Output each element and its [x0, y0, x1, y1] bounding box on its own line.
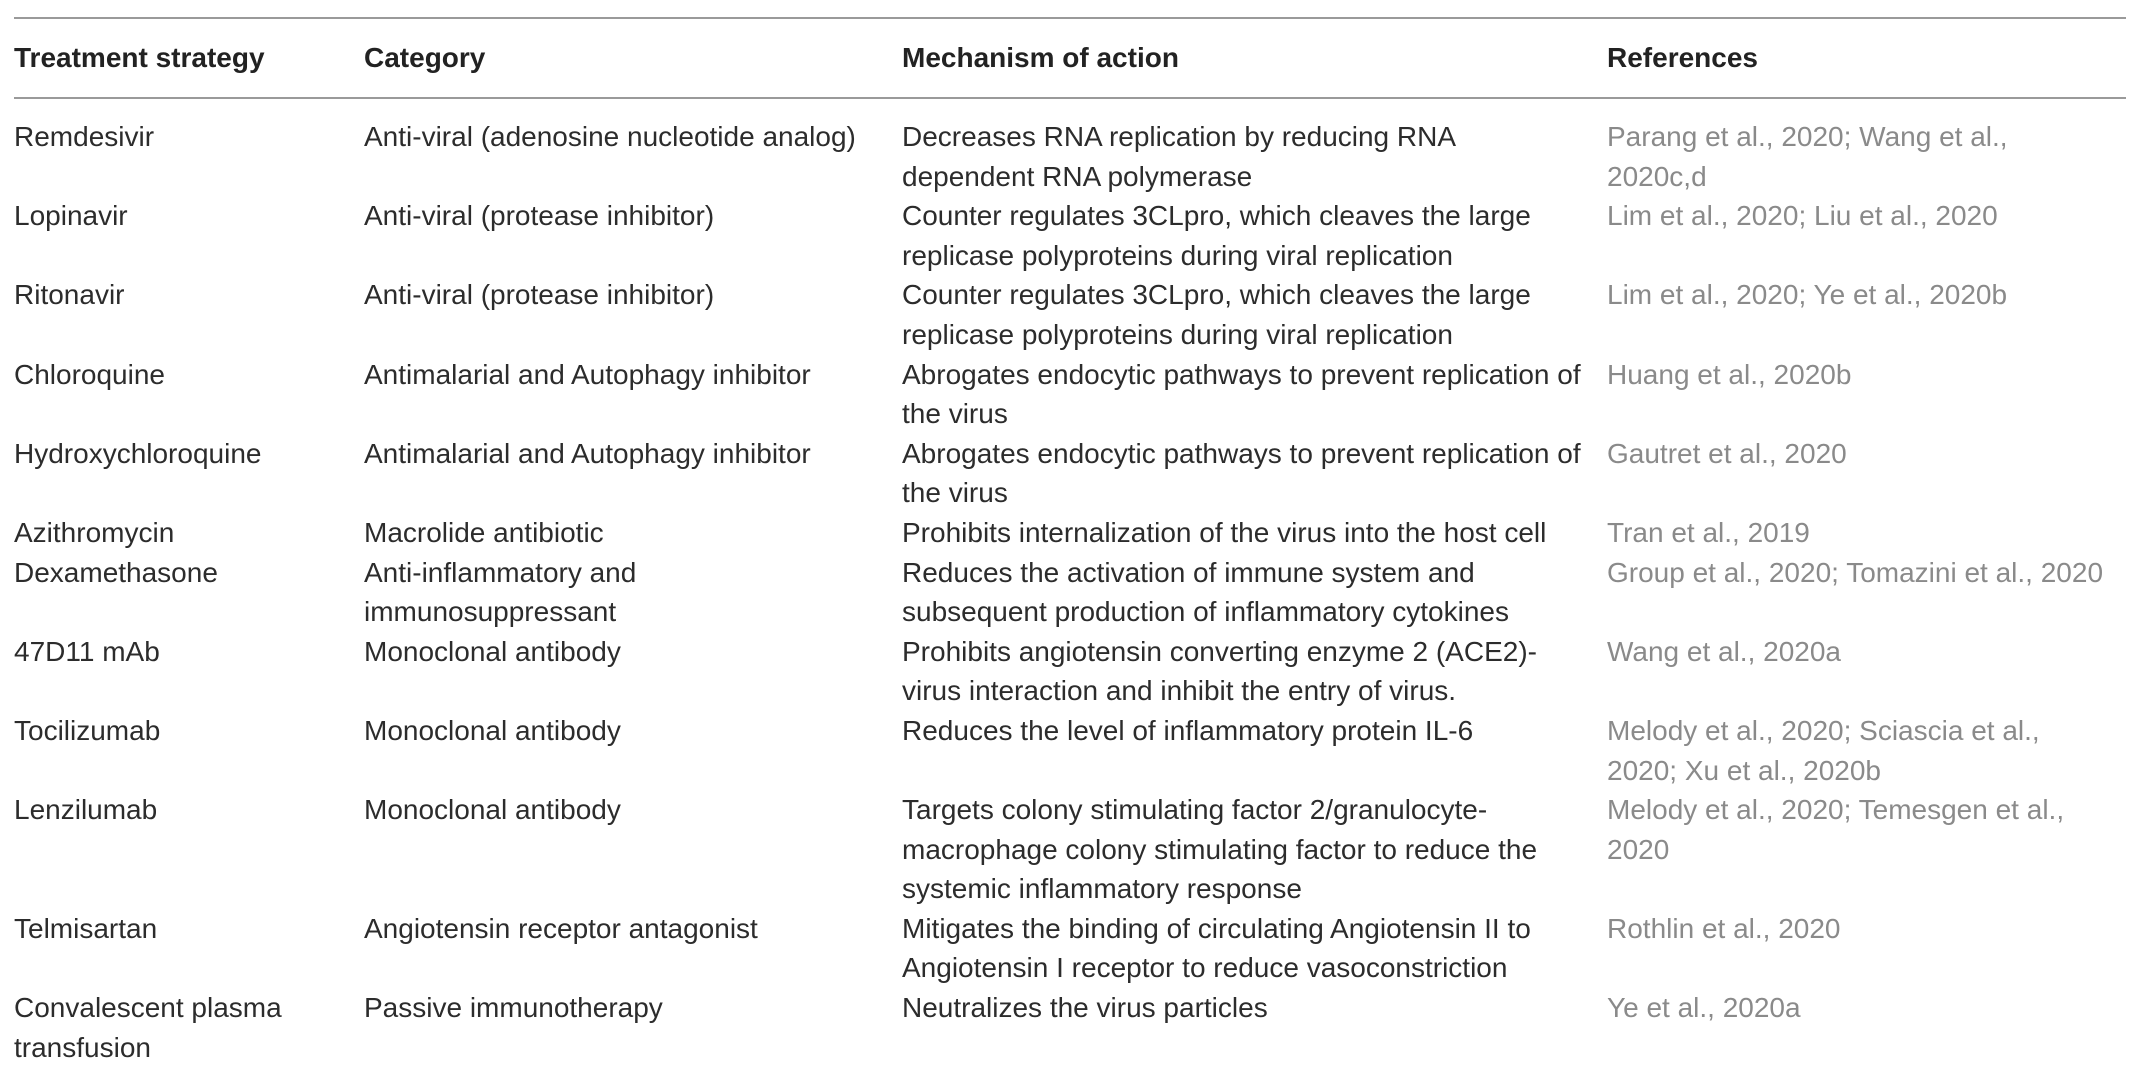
references-text: Melody et al., 2020; Temesgen et al., 2020 — [1607, 794, 2065, 865]
mechanism-text: Counter regulates 3CLpro, which cleaves the large replicase polyproteins during viral replication — [902, 279, 1531, 350]
mechanism-text: Mitigates the binding of circulating Angiotensin II to Angiotensin I receptor to reduce vasoconstriction — [902, 912, 1531, 984]
table-row — [14, 196, 2126, 275]
mechanism-text: Abrogates endocytic pathways to prevent replication of the virus — [902, 437, 1581, 509]
treatment-text: Azithromycin — [14, 516, 175, 548]
cell-mechanism — [902, 711, 1607, 790]
mechanism-text: Targets colony stimulating factor 2/granulocyte-macrophage colony stimulating factor to reduce the systemic inflammatory response — [902, 794, 1538, 905]
cell-references — [1607, 275, 2126, 354]
cell-references — [1607, 988, 2126, 1067]
cell-category — [364, 988, 902, 1067]
cell-mechanism — [902, 99, 1607, 196]
cell-category — [364, 513, 902, 553]
treatment-table-body — [14, 99, 2126, 1067]
table-row — [14, 434, 2126, 513]
mechanism-text: Prohibits internalization of the virus into the host cell — [902, 516, 1547, 548]
cell-mechanism — [902, 553, 1607, 632]
cell-treatment — [14, 196, 364, 275]
treatment-table — [14, 19, 2126, 97]
table-row — [14, 355, 2126, 434]
treatment-text: 47D11 mAb — [14, 635, 160, 667]
cell-category — [364, 553, 902, 632]
cell-mechanism — [902, 790, 1607, 909]
treatment-text: Convalescent plasma transfusion — [14, 992, 282, 1063]
table-row — [14, 553, 2126, 632]
cell-references — [1607, 553, 2126, 632]
table-row — [14, 711, 2126, 790]
mechanism-text: Prohibits angiotensin converting enzyme 2 (ACE2)-virus interaction and inhibit the entry of virus. — [902, 635, 1537, 707]
cell-references — [1607, 355, 2126, 434]
cell-mechanism — [902, 434, 1607, 513]
cell-mechanism — [902, 355, 1607, 434]
treatment-text: Chloroquine — [14, 358, 165, 390]
references-text: Gautret et al., 2020 — [1607, 437, 1847, 469]
header-mechanism-of-action: Mechanism of action — [902, 42, 1179, 73]
treatment-text: Ritonavir — [14, 279, 125, 311]
header-category: Category — [364, 42, 486, 73]
cell-mechanism — [902, 196, 1607, 275]
table-row — [14, 988, 2126, 1067]
mechanism-text: Decreases RNA replication by reducing RNA dependent RNA polymerase — [902, 121, 1455, 192]
cell-treatment — [14, 988, 364, 1067]
cell-mechanism — [902, 909, 1607, 988]
category-text: Anti-inflammatory and immunosuppressant — [364, 556, 637, 628]
mechanism-text: Abrogates endocytic pathways to prevent replication of the virus — [902, 358, 1581, 430]
cell-category — [364, 434, 902, 513]
mechanism-text: Counter regulates 3CLpro, which cleaves the large replicase polyproteins during viral replication — [902, 200, 1531, 271]
table-row — [14, 632, 2126, 711]
references-text: Parang et al., 2020; Wang et al., 2020c,d — [1607, 121, 2008, 192]
table-body — [14, 99, 2126, 1067]
treatment-text: Telmisartan — [14, 912, 158, 944]
mechanism-text: Reduces the activation of immune system and subsequent production of inflammatory cytokines — [902, 556, 1509, 628]
category-text: Macrolide antibiotic — [364, 516, 604, 548]
mechanism-text: Neutralizes the virus particles — [902, 992, 1268, 1024]
category-text: Anti-viral (protease inhibitor) — [364, 279, 715, 311]
treatment-text: Remdesivir — [14, 121, 155, 152]
header-treatment-strategy: Treatment strategy — [14, 42, 265, 73]
cell-treatment — [14, 355, 364, 434]
cell-mechanism — [902, 513, 1607, 553]
table-row — [14, 513, 2126, 553]
references-text: Tran et al., 2019 — [1607, 516, 1810, 548]
cell-treatment — [14, 632, 364, 711]
cell-treatment — [14, 275, 364, 354]
cell-references — [1607, 513, 2126, 553]
cell-references — [1607, 434, 2126, 513]
cell-category — [364, 99, 902, 196]
cell-references — [1607, 99, 2126, 196]
table-header — [14, 19, 2126, 97]
category-text: Monoclonal antibody — [364, 714, 621, 746]
cell-treatment — [14, 711, 364, 790]
references-text: Lim et al., 2020; Liu et al., 2020 — [1607, 200, 1998, 232]
cell-treatment — [14, 434, 364, 513]
category-text: Antimalarial and Autophagy inhibitor — [364, 358, 811, 390]
table-row — [14, 275, 2126, 354]
category-text: Anti-viral (protease inhibitor) — [364, 200, 715, 232]
references-text: Melody et al., 2020; Sciascia et al., 2020; Xu et al., 2020b — [1607, 714, 2040, 786]
header-references: References — [1607, 42, 1758, 73]
references-text: Rothlin et al., 2020 — [1607, 912, 1841, 944]
cell-references — [1607, 909, 2126, 988]
references-text: Lim et al., 2020; Ye et al., 2020b — [1607, 279, 2008, 311]
cell-category — [364, 711, 902, 790]
cell-references — [1607, 196, 2126, 275]
cell-category — [364, 275, 902, 354]
cell-references — [1607, 632, 2126, 711]
treatment-text: Lenzilumab — [14, 794, 158, 826]
cell-category — [364, 632, 902, 711]
cell-treatment — [14, 909, 364, 988]
cell-treatment — [14, 99, 364, 196]
treatment-text: Tocilizumab — [14, 714, 161, 746]
references-text: Wang et al., 2020a — [1607, 635, 1842, 667]
category-text: Monoclonal antibody — [364, 794, 621, 826]
references-text: Huang et al., 2020b — [1607, 358, 1852, 390]
category-text: Angiotensin receptor antagonist — [364, 912, 758, 944]
cell-category — [364, 355, 902, 434]
table-row — [14, 909, 2126, 988]
table-row — [14, 790, 2126, 909]
mechanism-text: Reduces the level of inflammatory protein IL-6 — [902, 714, 1474, 746]
cell-references — [1607, 790, 2126, 909]
treatment-text: Dexamethasone — [14, 556, 218, 588]
cell-category — [364, 909, 902, 988]
treatment-text: Hydroxychloroquine — [14, 437, 262, 469]
category-text: Anti-viral (adenosine nucleotide analog) — [364, 121, 856, 152]
cell-treatment — [14, 790, 364, 909]
cell-mechanism — [902, 275, 1607, 354]
references-text: Ye et al., 2020a — [1607, 992, 1801, 1024]
category-text: Passive immunotherapy — [364, 992, 663, 1024]
cell-treatment — [14, 513, 364, 553]
cell-treatment — [14, 553, 364, 632]
category-text: Antimalarial and Autophagy inhibitor — [364, 437, 811, 469]
cell-category — [364, 196, 902, 275]
cell-references — [1607, 711, 2126, 790]
treatment-table-container — [14, 17, 2126, 1067]
references-text: Group et al., 2020; Tomazini et al., 2020 — [1607, 556, 2104, 588]
table-row — [14, 99, 2126, 196]
cell-mechanism — [902, 632, 1607, 711]
category-text: Monoclonal antibody — [364, 635, 621, 667]
cell-category — [364, 790, 902, 909]
cell-mechanism — [902, 988, 1607, 1067]
treatment-text: Lopinavir — [14, 200, 128, 232]
header-row — [14, 19, 2126, 97]
